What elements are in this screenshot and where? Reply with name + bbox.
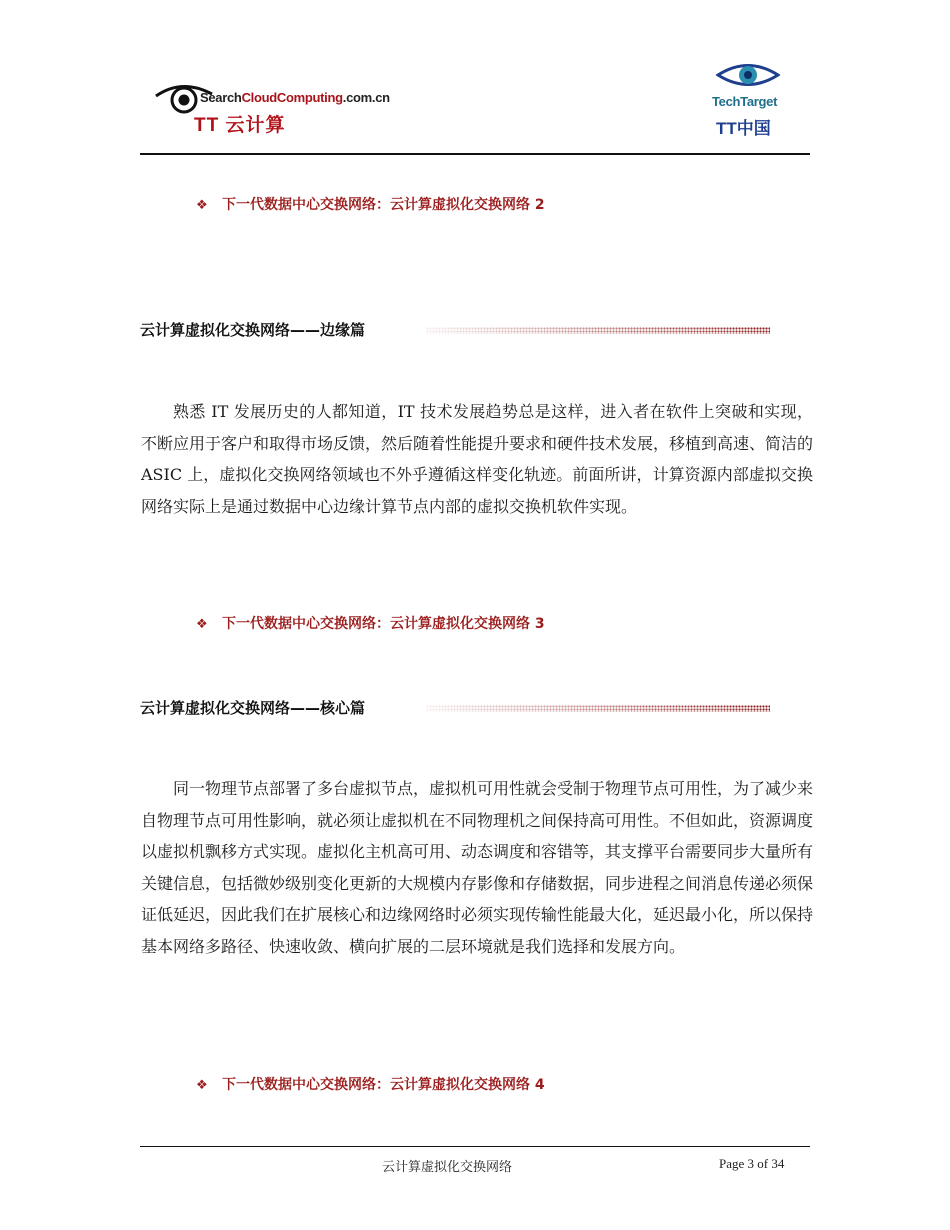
related-article-link-2[interactable]: ❖ 下一代数据中心交换网络：云计算虚拟化交换网络 2 [196, 197, 545, 213]
diamond-bullet-icon: ❖ [196, 617, 208, 632]
tt-china-label: TT中国 [716, 119, 771, 138]
related-article-link-3[interactable]: ❖ 下一代数据中心交换网络：云计算虚拟化交换网络 3 [196, 616, 545, 632]
header-divider [140, 153, 810, 155]
section-heading-core: 云计算虚拟化交换网络——核心篇 [140, 699, 366, 717]
paragraph-core: 同一物理节点部署了多台虚拟节点，虚拟机可用性就会受制于物理节点可用性，为了减少来自物理节点可用性影响，就必须让虚拟机在不同物理机之间保持高可用性。不但如此，资源调度以虚拟机飘移方式实现。虚拟化主机高可用、动态调度和容错等，其支撑平台需要同步大量所有关键信息，包括微妙级别变化更新的大规模内存影像和存储数据，同步进程之间消息传递必须保证低延迟，因此我们在扩展核心和边缘网络时必须实现传输性能最大化，延迟最小化，所以保持基本网络多路径、快速收敛、横向扩展的二层环境就是我们选择和发展方向。 [141, 779, 814, 956]
tt-cloud-tagline: TT 云计算 [194, 115, 286, 136]
site-name: SearchCloudComputing.com.cn [200, 90, 390, 105]
searchcloudcomputing-logo [152, 74, 402, 136]
techtarget-logo [708, 60, 788, 138]
page-number: Page 3 of 34 [719, 1156, 785, 1171]
paragraph-edge: 熟悉 IT 发展历史的人都知道，IT 技术发展趋势总是这样，进入者在软件上突破和实现，不断应用于客户和取得市场反馈，然后随着性能提升要求和硬件技术发展，移植到高速、简洁的 ASIC 上，虚拟化交换网络领域也不外乎遵循这样变化轨迹。前面所讲，计算资源内部虚拟交换网络实际上是通过数据中心边缘计算节点内部的虚拟交换机软件实现。 [141, 402, 814, 516]
section-heading-edge: 云计算虚拟化交换网络——边缘篇 [140, 321, 366, 339]
related-article-link-4[interactable]: ❖ 下一代数据中心交换网络：云计算虚拟化交换网络 4 [196, 1077, 545, 1093]
diamond-bullet-icon: ❖ [196, 1078, 208, 1093]
heading-dotted-rule [426, 327, 770, 334]
footer-document-title: 云计算虚拟化交换网络 [382, 1160, 513, 1175]
techtarget-brand: TechTarget [712, 94, 778, 109]
heading-dotted-rule [426, 705, 770, 712]
diamond-bullet-icon: ❖ [196, 198, 208, 213]
footer-divider [140, 1146, 810, 1147]
eye-logo-icon [716, 60, 780, 94]
